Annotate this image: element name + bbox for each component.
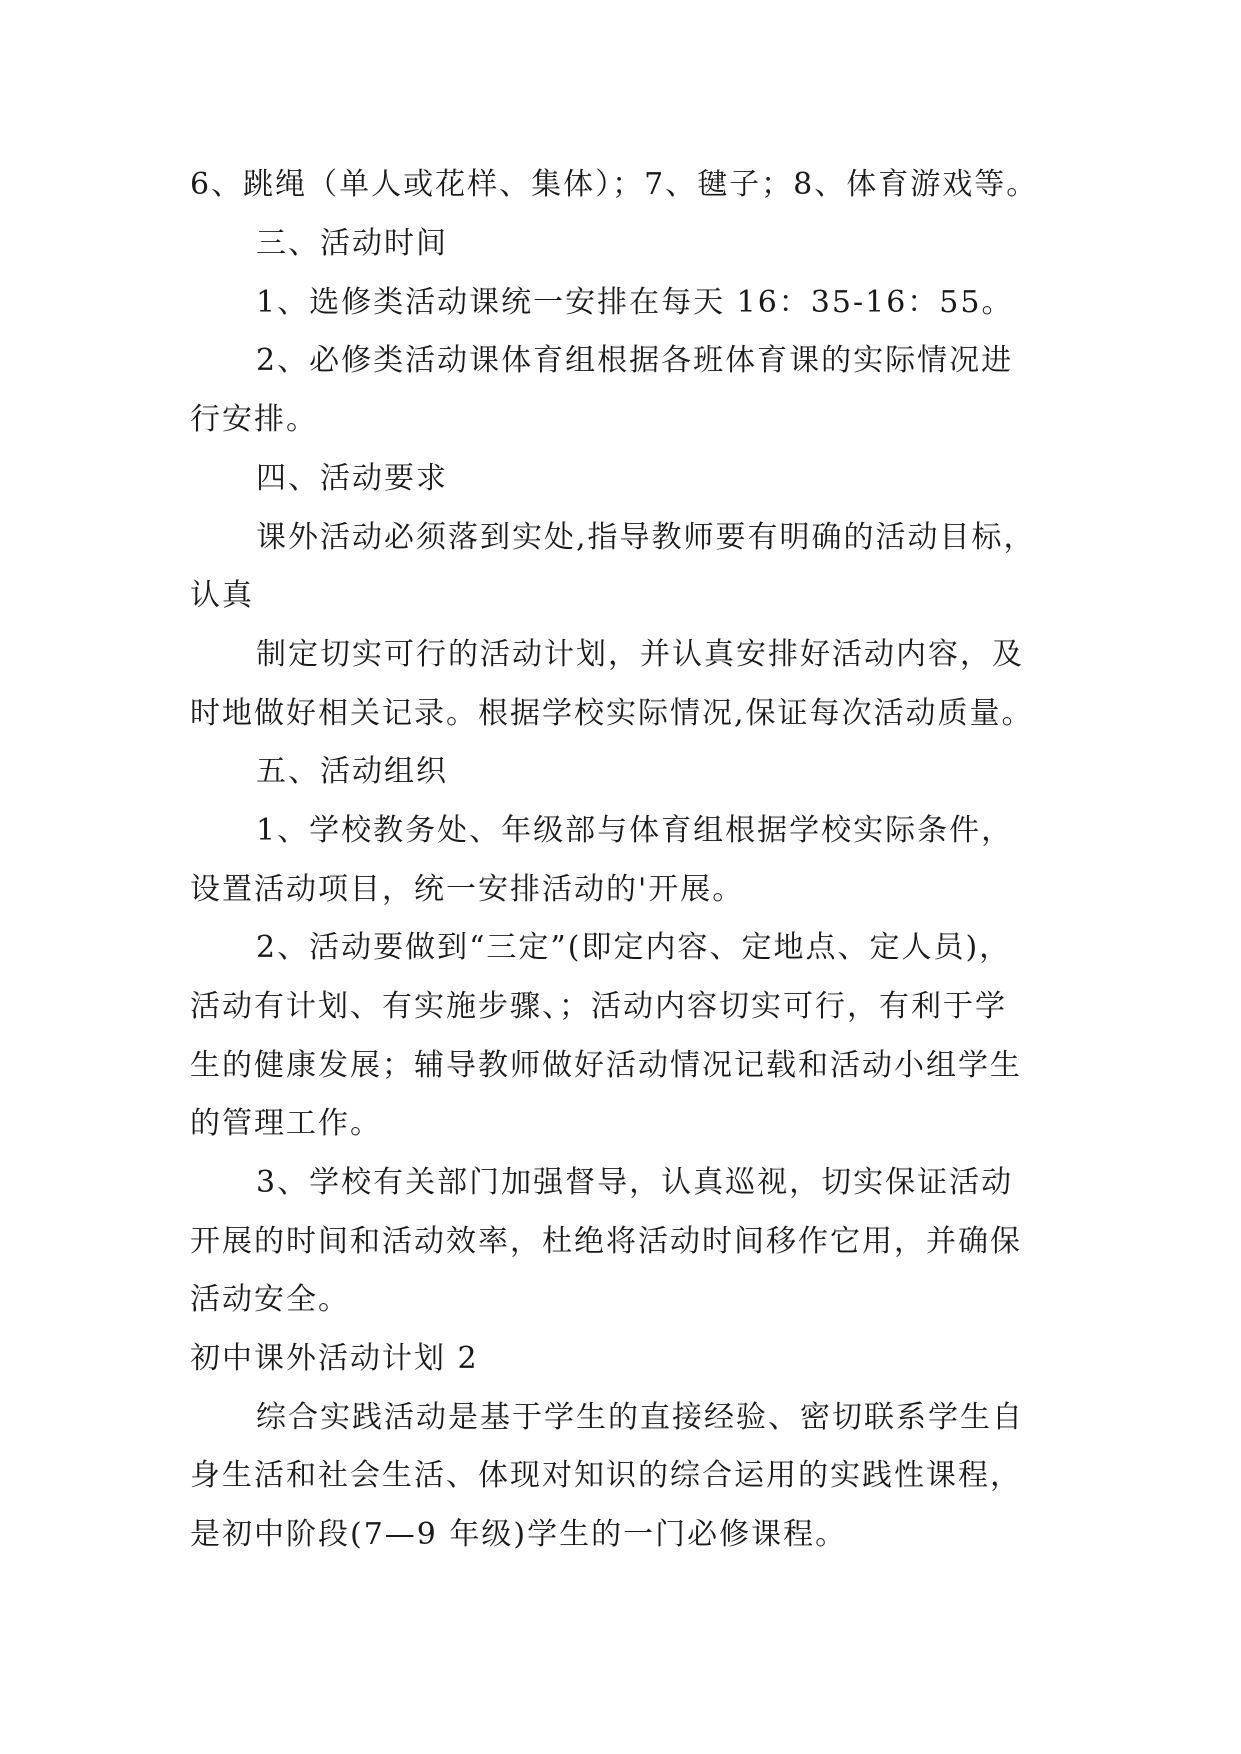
text-line: 综合实践活动是基于学生的直接经验、密切联系学生自	[256, 1400, 1024, 1435]
text-line: 6、跳绳（单人或花样、集体）；7、毽子；8、体育游戏等。	[190, 167, 1039, 202]
document-subtitle: 初中课外活动计划 2	[190, 1341, 479, 1376]
text-line: 课外活动必须落到实处,指导教师要有明确的活动目标，	[256, 520, 1036, 555]
section-heading: 五、活动组织	[256, 754, 448, 789]
section-heading: 四、活动要求	[256, 461, 448, 496]
text-line: 身生活和社会生活、体现对知识的综合运用的实践性课程，	[190, 1458, 1022, 1493]
section-heading: 三、活动时间	[256, 226, 448, 261]
text-line: 1、学校教务处、年级部与体育组根据学校实际条件，	[256, 813, 1014, 848]
text-line: 制定切实可行的活动计划，并认真安排好活动内容，及	[256, 637, 1024, 672]
text-line: 设置活动项目，统一安排活动的'开展。	[190, 872, 745, 907]
text-line: 是初中阶段(7—9 年级)学生的一门必修课程。	[190, 1517, 848, 1552]
text-line: 活动有计划、有实施步骤、；活动内容切实可行，有利于学	[190, 989, 1007, 1024]
text-line: 3、学校有关部门加强督导，认真巡视，切实保证活动	[256, 1165, 1014, 1200]
text-line: 行安排。	[190, 402, 318, 437]
text-line: 的管理工作。	[190, 1106, 382, 1141]
text-line: 2、必修类活动课体育组根据各班体育课的实际情况进	[256, 343, 1014, 378]
text-line: 2、活动要做到“三定”(即定内容、定地点、定人员)，	[256, 930, 1012, 965]
text-line: 活动安全。	[190, 1282, 350, 1317]
text-line: 认真	[190, 578, 254, 613]
text-line: 生的健康发展；辅导教师做好活动情况记载和活动小组学生	[190, 1048, 1022, 1083]
text-line: 1、选修类活动课统一安排在每天 16：35-16：55。	[256, 285, 1014, 320]
text-line: 时地做好相关记录。根据学校实际情况,保证每次活动质量。	[190, 696, 1034, 731]
text-line: 开展的时间和活动效率，杜绝将活动时间移作它用，并确保	[190, 1224, 1022, 1259]
